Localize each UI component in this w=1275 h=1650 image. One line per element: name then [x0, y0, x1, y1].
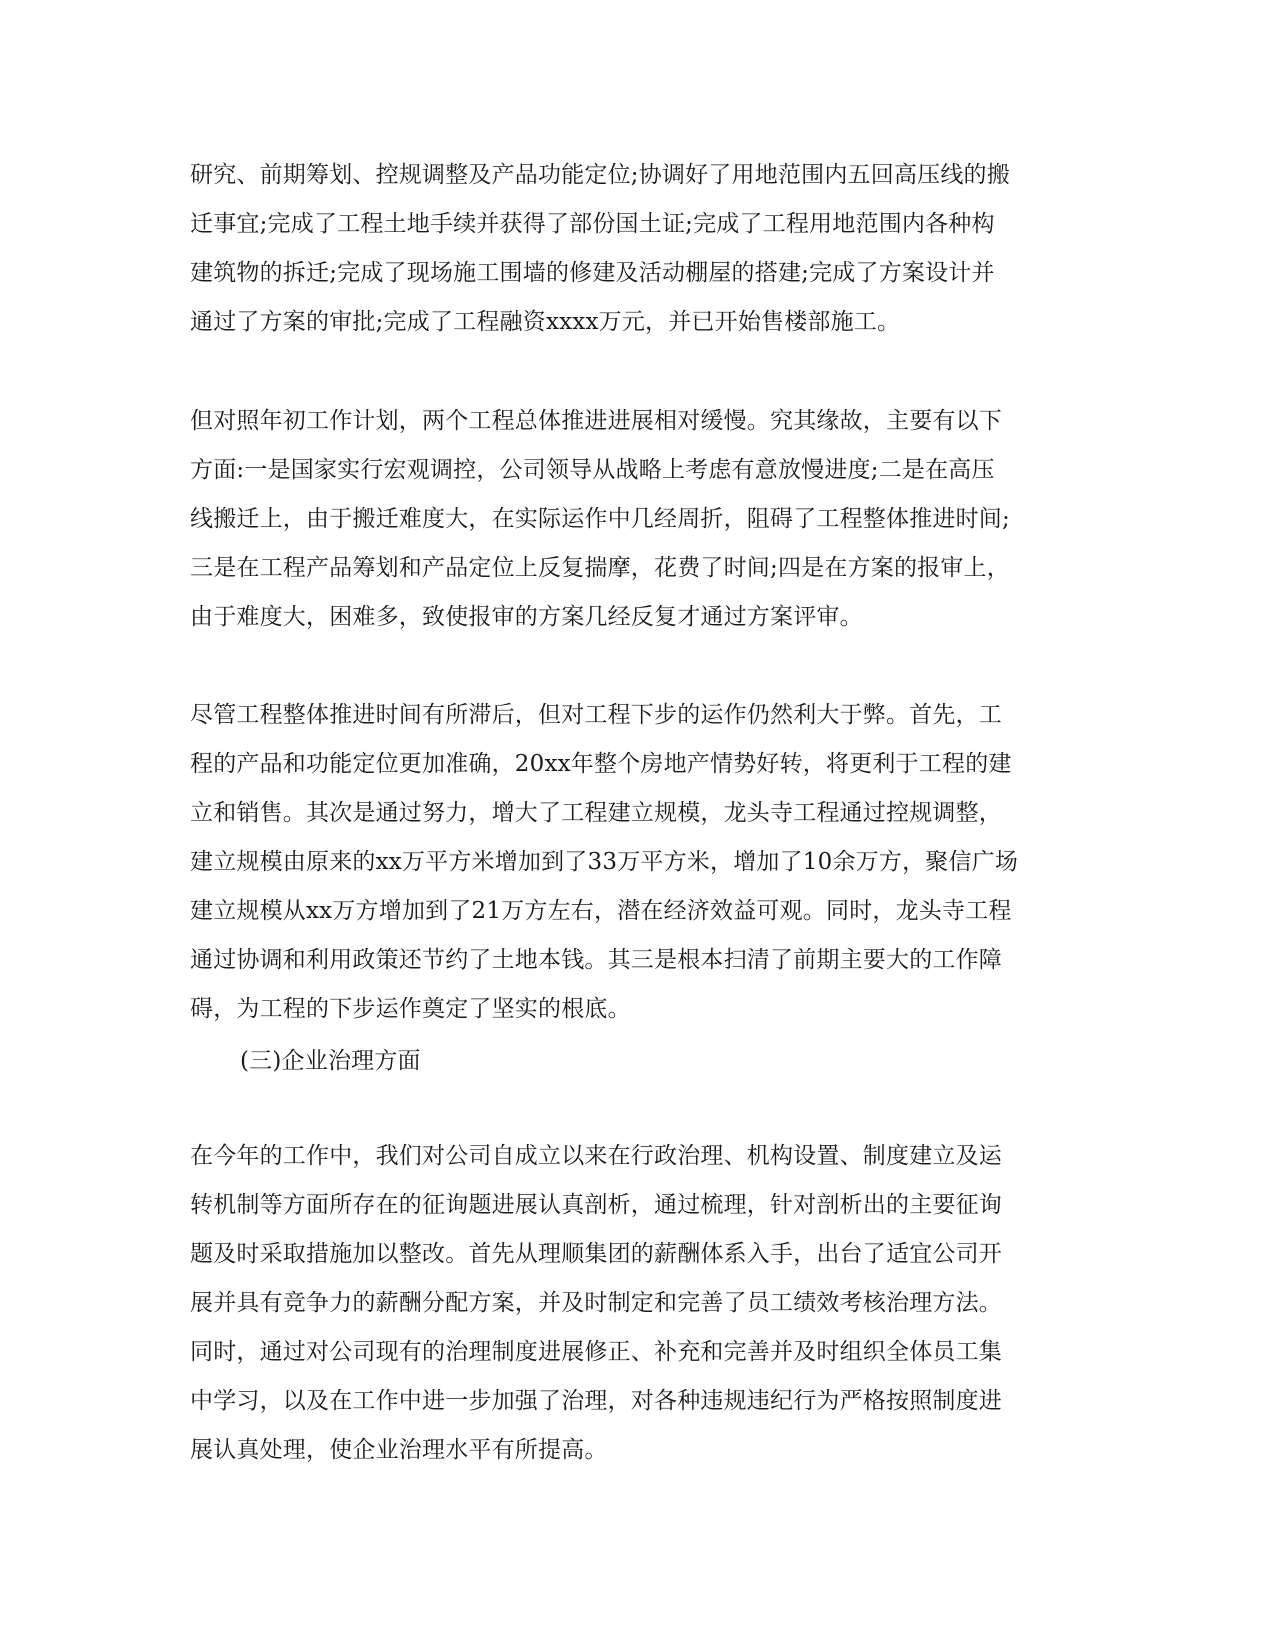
text-line: 立和销售。其次是通过努力，增大了工程建立规模，龙头寺工程通过控规调整， — [190, 800, 1002, 826]
paragraph-enterprise-management — [190, 1132, 1085, 1475]
text-line: 方面:一是国家实行宏观调控，公司领导从战略上考虑有意放慢进度;二是在高压 — [190, 457, 995, 483]
text-line: 在今年的工作中，我们对公司自成立以来在行政治理、机构设置、制度建立及运 — [190, 1143, 1002, 1169]
text-line: 中学习，以及在工作中进一步加强了治理，对各种违规违纪行为严格按照制度进 — [190, 1388, 1002, 1414]
text-line: 尽管工程整体推进时间有所滞后，但对工程下步的运作仍然利大于弊。首先，工 — [190, 702, 1002, 728]
text-line: 通过协调和利用政策还节约了土地本钱。其三是根本扫清了前期主要大的工作障 — [190, 947, 1002, 973]
paragraph-progress-delays — [190, 397, 1085, 642]
section-heading-text: (三)企业治理方面 — [240, 1048, 421, 1074]
text-line: 但对照年初工作计划，两个工程总体推进进展相对缓慢。究其缘故，主要有以下 — [190, 408, 1002, 434]
text-line: 展认真处理，使企业治理水平有所提高。 — [190, 1437, 608, 1463]
text-line: 迁事宜;完成了工程土地手续并获得了部份国土证;完成了工程用地范围内各种构 — [190, 211, 995, 237]
section-heading — [240, 1037, 840, 1086]
text-line: 程的产品和功能定位更加准确，20xx年整个房地产情势好转，将更利于工程的建 — [190, 751, 1012, 777]
text-line: 展并具有竞争力的薪酬分配方案，并及时制定和完善了员工绩效考核治理方法。 — [190, 1290, 1002, 1316]
paragraph-benefits — [190, 691, 1085, 1034]
text-line: 研究、前期筹划、控规调整及产品功能定位;协调好了用地范围内五回高压线的搬 — [190, 162, 1010, 188]
text-line: 转机制等方面所存在的征询题进展认真剖析，通过梳理，针对剖析出的主要征询 — [190, 1192, 1002, 1218]
text-line: 三是在工程产品筹划和产品定位上反复揣摩，花费了时间;四是在方案的报审上， — [190, 555, 1010, 581]
text-line: 题及时采取措施加以整改。首先从理顺集团的薪酬体系入手，出台了适宜公司开 — [190, 1241, 1002, 1267]
text-line: 建筑物的拆迁;完成了现场施工围墙的修建及活动棚屋的搭建;完成了方案设计并 — [190, 260, 995, 286]
text-line: 同时，通过对公司现有的治理制度进展修正、补充和完善并及时组织全体员工集 — [190, 1339, 1002, 1365]
text-line: 通过了方案的审批;完成了工程融资xxxx万元，并已开始售楼部施工。 — [190, 309, 901, 335]
text-line: 由于难度大，困难多，致使报审的方案几经反复才通过方案评审。 — [190, 604, 863, 630]
text-line: 建立规模由原来的xx万平方米增加到了33万平方米，增加了10余万方，聚信广场 — [190, 849, 1019, 875]
text-line: 线搬迁上，由于搬迁难度大，在实际运作中几经周折，阻碍了工程整体推进时间; — [190, 506, 1010, 532]
text-line: 碍，为工程的下步运作奠定了坚实的根底。 — [190, 996, 631, 1022]
paragraph-project-progress — [190, 151, 1085, 347]
text-line: 建立规模从xx万方增加到了21万方左右，潜在经济效益可观。同时，龙头寺工程 — [190, 898, 1012, 924]
